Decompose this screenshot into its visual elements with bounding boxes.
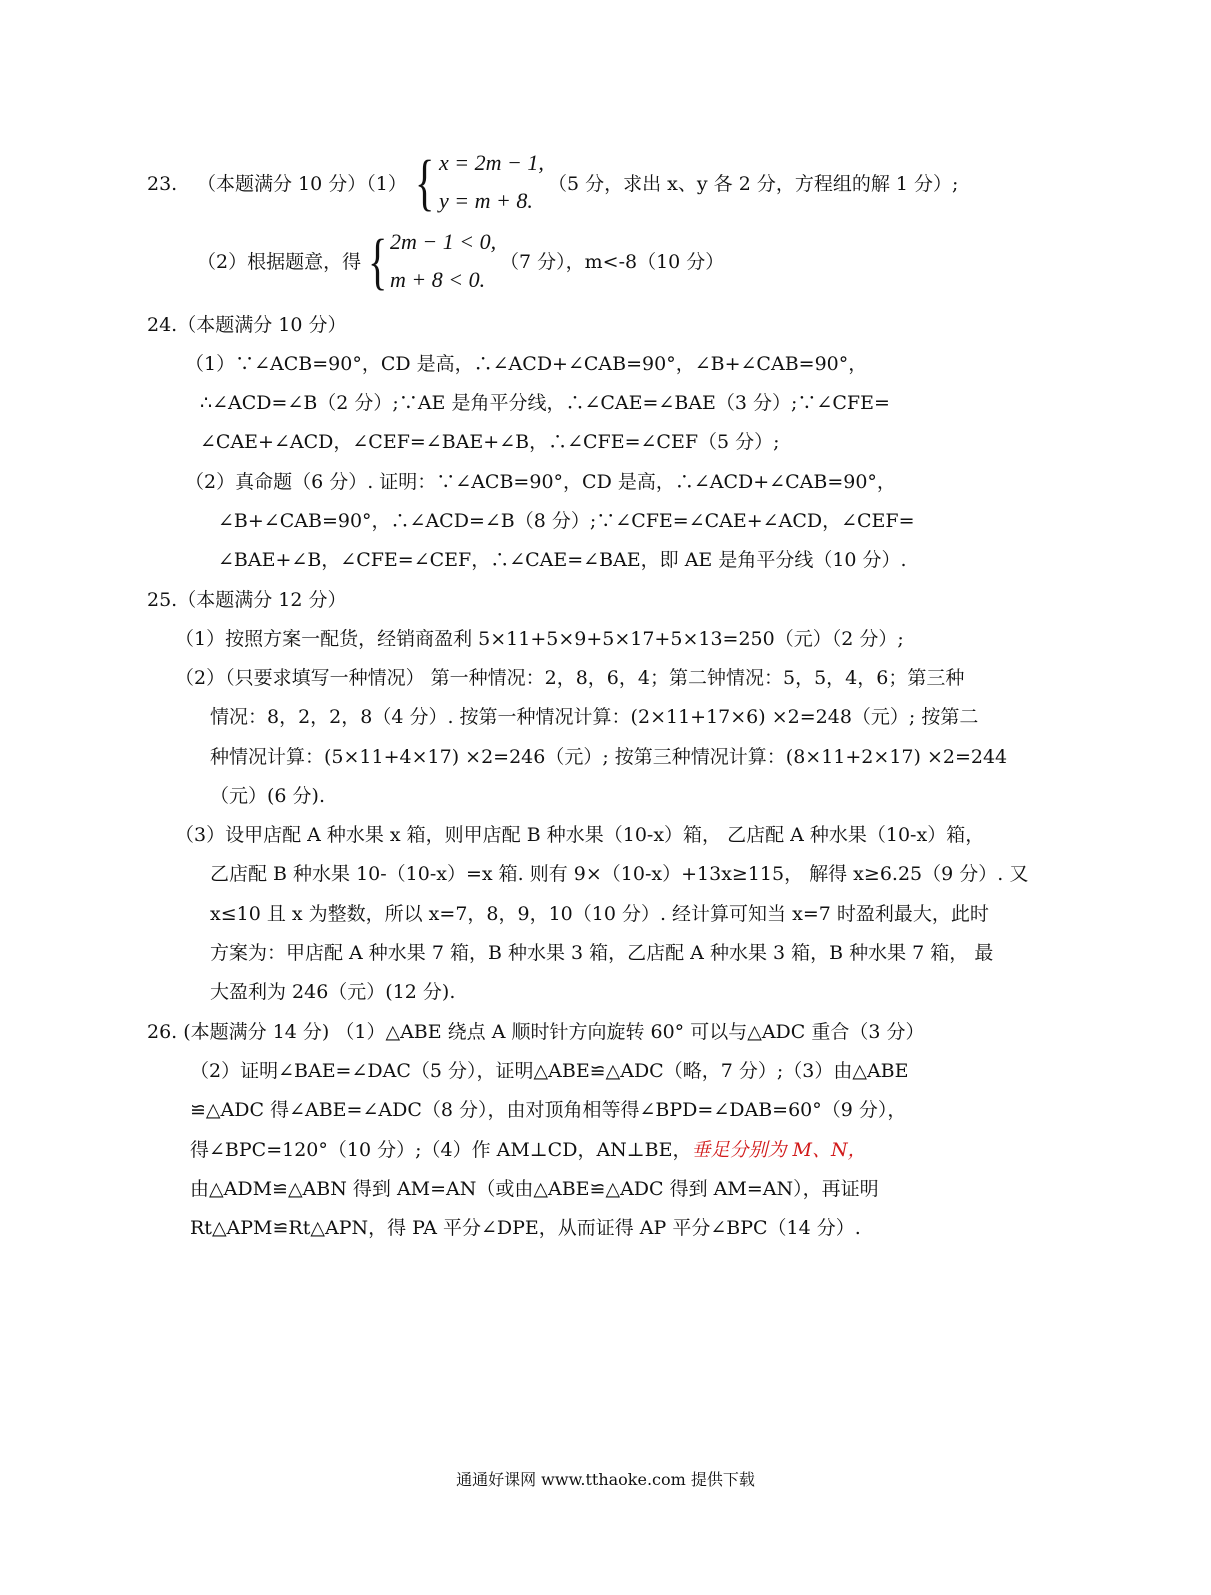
q25-line: 情况：8，2，2，8（4 分）. 按第一种情况计算：(2×11+17×6) ×2=248（元）; 按第二 [210,706,979,728]
inequality-line: 2m − 1 < 0, [390,229,497,254]
q25-header: 25.（本题满分 12 分） [147,589,347,611]
q23-part2-scoring: （7 分），m<-8（10 分） [500,251,725,273]
q25-line: 方案为：甲店配 A 种水果 7 箱，B 种水果 3 箱，乙店配 A 种水果 3 箱，B 种水果 7 箱， 最 [210,942,994,964]
q25-line: （元）(6 分). [210,785,325,807]
q25-line: 大盈利为 246（元）(12 分). [210,981,456,1003]
q23-part1-scoring: （5 分，求出 x、y 各 2 分，方程组的解 1 分）; [548,173,959,195]
q26-line: Rt△APM≌Rt△APN，得 PA 平分∠DPE，从而证得 AP 平分∠BPC（14 分）. [190,1217,861,1239]
inequality-line: m + 8 < 0. [390,267,486,292]
left-brace-icon: { [415,149,435,217]
q24-line: （2）真命题（6 分）. 证明：∵∠ACB=90°，CD 是高，∴∠ACD+∠CAB=90°， [185,471,896,493]
q23-part2-prefix: （2）根据题意，得 [197,251,362,273]
q26-line: 26. (本题满分 14 分) （1）△ABE 绕点 A 顺时针方向旋转 60° 可以与△ADC 重合（3 分） [147,1021,925,1043]
left-brace-icon: { [368,228,388,296]
q25-line: （3）设甲店配 A 种水果 x 箱，则甲店配 B 种水果（10-x）箱， 乙店配 A 种水果（10-x）箱， [175,824,985,846]
footer-source: 通通好课网 www.tthaoke.com 提供下载 [456,1470,755,1489]
q24-line: ∠BAE+∠B，∠CFE=∠CEF，∴∠CAE=∠BAE，即 AE 是角平分线（10 分）. [218,549,907,571]
q24-line: ∠CAE+∠ACD，∠CEF=∠BAE+∠B，∴∠CFE=∠CEF（5 分）; [200,431,780,453]
q26-line [190,1138,867,1162]
q24-line: （1）∵∠ACB=90°，CD 是高，∴∠ACD+∠CAB=90°，∠B+∠CAB=90°， [185,353,868,375]
equation-line: x = 2m − 1, [439,150,544,175]
q26-line: ≌△ADC 得∠ABE=∠ADC（8 分），由对顶角相等得∠BPD=∠DAB=60°（9 分）， [190,1099,907,1121]
q25-line: 乙店配 B 种水果 10-（10-x）=x 箱. 则有 9×（10-x）+13x≥115， 解得 x≥6.25（9 分）. 又 [210,863,1029,885]
q23-header: （本题满分 10 分）（1） [197,173,407,195]
q26-line: 由△ADM≌△ABN 得到 AM=AN（或由△ABE≌△ADC 得到 AM=AN），再证明 [190,1178,879,1200]
q25-line: x≤10 且 x 为整数，所以 x=7，8，9，10（10 分）. 经计算可知当 x=7 时盈利最大，此时 [210,903,989,925]
q24-header: 24.（本题满分 10 分） [147,314,347,336]
q25-line: （2）（只要求填写一种情况） 第一种情况：2，8，6，4；第二钟情况：5，5，4，6；第三种 [175,667,965,689]
q26-line-text: 得∠BPC=120°（10 分）;（4）作 AM⊥CD，AN⊥BE， [190,1139,692,1161]
q24-line: ∴∠ACD=∠B（2 分）;∵AE 是角平分线，∴∠CAE=∠BAE（3 分）;∵∠CFE= [200,392,890,414]
q25-line: （1）按照方案一配货，经销商盈利 5×11+5×9+5×17+5×13=250（元）（2 分）; [175,628,904,650]
equation-line: y = m + 8. [439,188,533,213]
q24-line: ∠B+∠CAB=90°，∴∠ACD=∠B（8 分）;∵∠CFE=∠CAE+∠ACD，∠CEF= [218,510,915,532]
q26-line: （2）证明∠BAE=∠DAC（5 分），证明△ABE≌△ADC（略，7 分）;（3）由△ABE [190,1060,909,1082]
q23-number: 23. [147,173,178,195]
q26-highlight-text: 垂足分别为 M、N， [691,1139,867,1161]
q25-line: 种情况计算：(5×11+4×17) ×2=246（元）; 按第三种情况计算：(8×11+2×17) ×2=244 [210,746,1008,768]
